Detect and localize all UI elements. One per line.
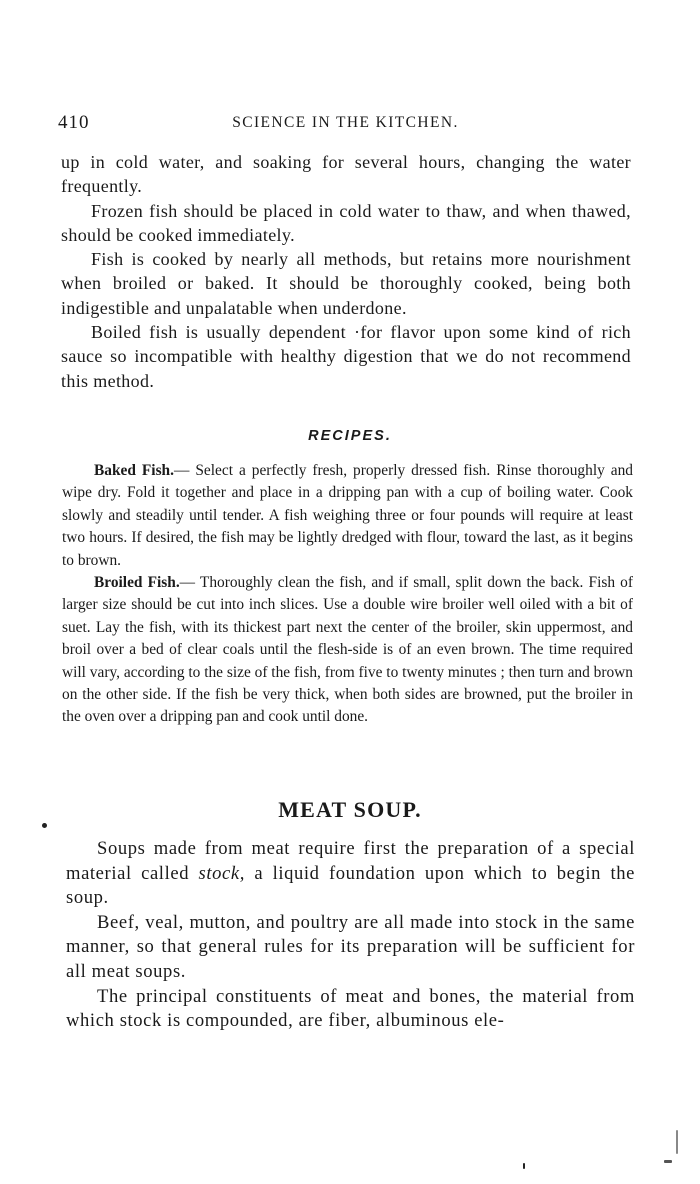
- recipe-name: Baked Fish.: [94, 462, 174, 479]
- paragraph: [66, 837, 635, 911]
- print-speck: [523, 1163, 525, 1169]
- page-number: 410: [58, 112, 90, 133]
- paragraph: Boiled fish is usually dependent ·for flavor upon some kind of rich sauce so incompatible with healthy digestion that we do not recommend this method.: [61, 322, 631, 391]
- running-head: [58, 112, 633, 136]
- recipes-list: [62, 460, 633, 729]
- paragraph: up in cold water, and soaking for several hours, changing the water frequently.: [61, 152, 631, 197]
- recipes-heading: RECIPES.: [308, 428, 392, 444]
- print-speck: [664, 1160, 672, 1163]
- emphasis-stock: stock,: [198, 862, 245, 884]
- print-speck: [676, 1130, 678, 1154]
- recipe-text: — Select a perfectly fresh, properly dressed fish. Rinse thoroughly and wipe dry. Fold it together and place in a dripping pan with a cup of boiling water. Cook slowly and steadily until tender. A fish weighing three or four pounds will require at least two hours. If desired, the fish may be lightly dredged with flour, toward the last, as it begins to brown.: [62, 462, 634, 569]
- paragraph: Beef, veal, mutton, and poultry are all made into stock in the same manner, so that general rules for its preparation will be sufficient for all meat soups.: [66, 911, 635, 982]
- paragraph: Frozen fish should be placed in cold water to thaw, and when thawed, should be cooked immediately.: [61, 200, 631, 245]
- paragraph: The principal constituents of meat and bones, the material from which stock is compounded, are fiber, albuminous ele-: [66, 985, 635, 1032]
- text-segment: a liquid foundation upon which to begin the soup.: [66, 862, 635, 909]
- recipe-broiled-fish: [62, 572, 633, 729]
- running-title: SCIENCE IN THE KITCHEN.: [232, 114, 459, 131]
- recipe-text: — Thoroughly clean the fish, and if small, split down the back. Fish of larger size should be cut into inch slices. Use a double wire broiler well oiled with a bit of suet. Lay the fish, with its thickest part next the center of the broiler, skin uppermost, and broil over a bed of clear coals until the flesh-side is of an even brown. The time required will vary, according to the size of the fish, from five to twenty minutes ; then turn and brown on the other side. If the fish be very thick, when both sides are browned, put the broiler in the oven over a dripping pan and cook until done.: [62, 574, 633, 726]
- meat-soup-text: [66, 837, 635, 1034]
- print-speck: [42, 823, 47, 828]
- meat-soup-heading: MEAT SOUP.: [278, 797, 422, 822]
- intro-text: [61, 150, 631, 393]
- recipe-name: Broiled Fish.: [94, 574, 180, 592]
- text-segment: Soups made from meat require first the preparation of a special material called: [66, 838, 635, 884]
- paragraph: Fish is cooked by nearly all methods, but retains more nourishment when broiled or baked. It should be thoroughly cooked, being both indigestible and unpalatable when underdone.: [61, 249, 631, 318]
- recipe-baked-fish: [62, 460, 633, 572]
